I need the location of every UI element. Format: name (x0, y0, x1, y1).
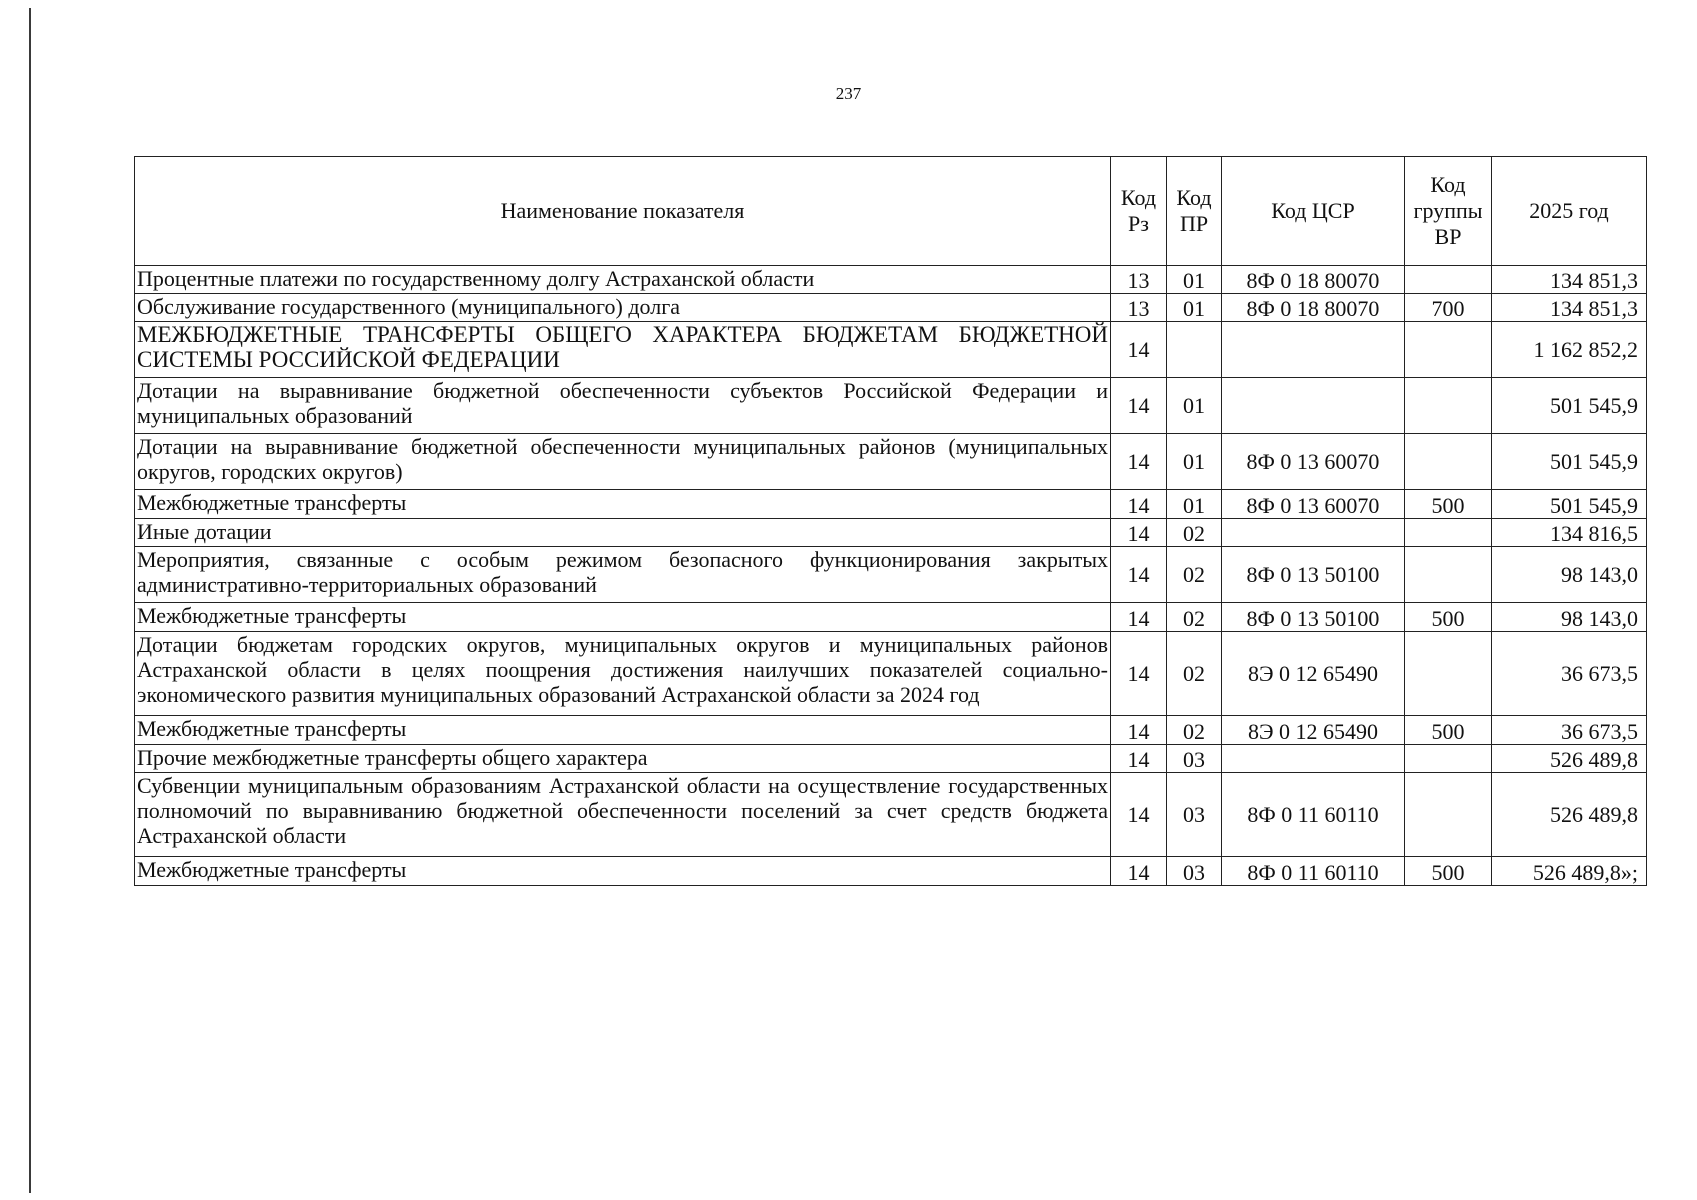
row-code-csr: 8Ф 0 11 60110 (1222, 857, 1405, 886)
row-code-vr (1405, 434, 1492, 490)
row-code-csr: 8Э 0 12 65490 (1222, 632, 1405, 716)
table-row (135, 857, 1647, 886)
row-code-csr: 8Ф 0 18 80070 (1222, 294, 1405, 322)
row-code-vr (1405, 322, 1492, 378)
header-code-pr: Код ПР (1167, 157, 1222, 266)
header-name: Наименование показателя (135, 157, 1111, 266)
row-code-rz: 14 (1111, 603, 1167, 632)
row-amount: 501 545,9 (1492, 490, 1647, 519)
row-code-pr: 01 (1167, 294, 1222, 322)
row-name: Дотации на выравнивание бюджетной обеспеченности субъектов Российской Федерации и муниципальных образований (135, 378, 1111, 434)
row-code-vr (1405, 378, 1492, 434)
table-row (135, 603, 1647, 632)
row-code-rz: 14 (1111, 773, 1167, 857)
budget-table (134, 156, 1647, 886)
row-code-csr (1222, 519, 1405, 547)
row-name: Межбюджетные трансферты (135, 603, 1111, 632)
row-code-vr: 500 (1405, 490, 1492, 519)
row-code-csr (1222, 322, 1405, 378)
row-code-csr: 8Ф 0 13 50100 (1222, 603, 1405, 632)
row-code-vr: 700 (1405, 294, 1492, 322)
table-header-row (135, 157, 1647, 266)
row-code-pr: 01 (1167, 378, 1222, 434)
row-name: Субвенции муниципальным образованиям Астраханской области на осуществление государственных полномочий по выравниванию бюджетной обеспеченности поселений за счет средств бюджета Астраханской области (135, 773, 1111, 857)
row-name: Прочие межбюджетные трансферты общего характера (135, 745, 1111, 773)
row-code-pr: 01 (1167, 490, 1222, 519)
table-row (135, 434, 1647, 490)
row-name: Межбюджетные трансферты (135, 490, 1111, 519)
header-code-vr: Код группы ВР (1405, 157, 1492, 266)
header-code-rz: Код Рз (1111, 157, 1167, 266)
table-row (135, 490, 1647, 519)
row-code-csr (1222, 378, 1405, 434)
row-name: Иные дотации (135, 519, 1111, 547)
row-code-rz: 14 (1111, 434, 1167, 490)
header-code-csr: Код ЦСР (1222, 157, 1405, 266)
row-code-pr: 02 (1167, 547, 1222, 603)
row-amount: 36 673,5 (1492, 632, 1647, 716)
row-amount: 501 545,9 (1492, 434, 1647, 490)
row-code-pr: 02 (1167, 632, 1222, 716)
table-row (135, 632, 1647, 716)
row-code-rz: 14 (1111, 857, 1167, 886)
row-code-vr: 500 (1405, 716, 1492, 745)
row-amount: 134 816,5 (1492, 519, 1647, 547)
row-code-csr: 8Ф 0 13 60070 (1222, 434, 1405, 490)
row-amount: 526 489,8»; (1492, 857, 1647, 886)
scan-margin-line (29, 8, 31, 1193)
row-code-rz: 13 (1111, 294, 1167, 322)
row-code-pr: 02 (1167, 603, 1222, 632)
row-code-rz: 14 (1111, 745, 1167, 773)
table-row (135, 294, 1647, 322)
row-code-pr: 02 (1167, 716, 1222, 745)
row-code-csr: 8Ф 0 13 50100 (1222, 547, 1405, 603)
row-code-pr: 03 (1167, 773, 1222, 857)
row-code-vr (1405, 632, 1492, 716)
row-code-csr (1222, 745, 1405, 773)
row-amount: 98 143,0 (1492, 547, 1647, 603)
table-row (135, 519, 1647, 547)
row-code-csr: 8Ф 0 18 80070 (1222, 266, 1405, 294)
row-code-rz: 14 (1111, 519, 1167, 547)
row-amount: 98 143,0 (1492, 603, 1647, 632)
row-code-rz: 14 (1111, 490, 1167, 519)
row-code-rz: 13 (1111, 266, 1167, 294)
row-name: Процентные платежи по государственному долгу Астраханской области (135, 266, 1111, 294)
row-code-pr: 01 (1167, 434, 1222, 490)
row-name: МЕЖБЮДЖЕТНЫЕ ТРАНСФЕРТЫ ОБЩЕГО ХАРАКТЕРА БЮДЖЕТАМ БЮДЖЕТНОЙ СИСТЕМЫ РОССИЙСКОЙ ФЕДЕРАЦИИ (135, 322, 1111, 378)
table-row (135, 322, 1647, 378)
row-name: Обслуживание государственного (муниципального) долга (135, 294, 1111, 322)
table-row (135, 547, 1647, 603)
row-code-csr: 8Ф 0 13 60070 (1222, 490, 1405, 519)
row-code-rz: 14 (1111, 322, 1167, 378)
row-code-rz: 14 (1111, 547, 1167, 603)
header-year-2025: 2025 год (1492, 157, 1647, 266)
row-name: Мероприятия, связанные с особым режимом безопасного функционирования закрытых административно-территориальных образований (135, 547, 1111, 603)
row-code-csr: 8Ф 0 11 60110 (1222, 773, 1405, 857)
row-name: Дотации бюджетам городских округов, муниципальных округов и муниципальных районов Астраханской области в целях поощрения достижения наилучших показателей социально-экономического развития муниципальных образований Астраханской области за 2024 год (135, 632, 1111, 716)
row-code-rz: 14 (1111, 632, 1167, 716)
table-row (135, 378, 1647, 434)
row-code-pr: 01 (1167, 266, 1222, 294)
row-code-pr: 03 (1167, 857, 1222, 886)
row-code-vr (1405, 519, 1492, 547)
row-amount: 36 673,5 (1492, 716, 1647, 745)
row-code-pr (1167, 322, 1222, 378)
row-amount: 134 851,3 (1492, 266, 1647, 294)
row-amount: 1 162 852,2 (1492, 322, 1647, 378)
row-amount: 501 545,9 (1492, 378, 1647, 434)
row-code-vr: 500 (1405, 857, 1492, 886)
row-code-pr: 02 (1167, 519, 1222, 547)
table-row (135, 716, 1647, 745)
row-code-rz: 14 (1111, 716, 1167, 745)
row-code-vr (1405, 745, 1492, 773)
row-name: Дотации на выравнивание бюджетной обеспеченности муниципальных районов (муниципальных округов, городских округов) (135, 434, 1111, 490)
row-code-vr (1405, 547, 1492, 603)
row-amount: 526 489,8 (1492, 773, 1647, 857)
table-row (135, 266, 1647, 294)
table-row (135, 773, 1647, 857)
row-code-pr: 03 (1167, 745, 1222, 773)
row-code-vr (1405, 266, 1492, 294)
row-name: Межбюджетные трансферты (135, 716, 1111, 745)
page-number: 237 (835, 84, 862, 103)
row-code-csr: 8Э 0 12 65490 (1222, 716, 1405, 745)
row-name: Межбюджетные трансферты (135, 857, 1111, 886)
row-code-vr (1405, 773, 1492, 857)
row-amount: 526 489,8 (1492, 745, 1647, 773)
table-row (135, 745, 1647, 773)
row-amount: 134 851,3 (1492, 294, 1647, 322)
row-code-vr: 500 (1405, 603, 1492, 632)
row-code-rz: 14 (1111, 378, 1167, 434)
